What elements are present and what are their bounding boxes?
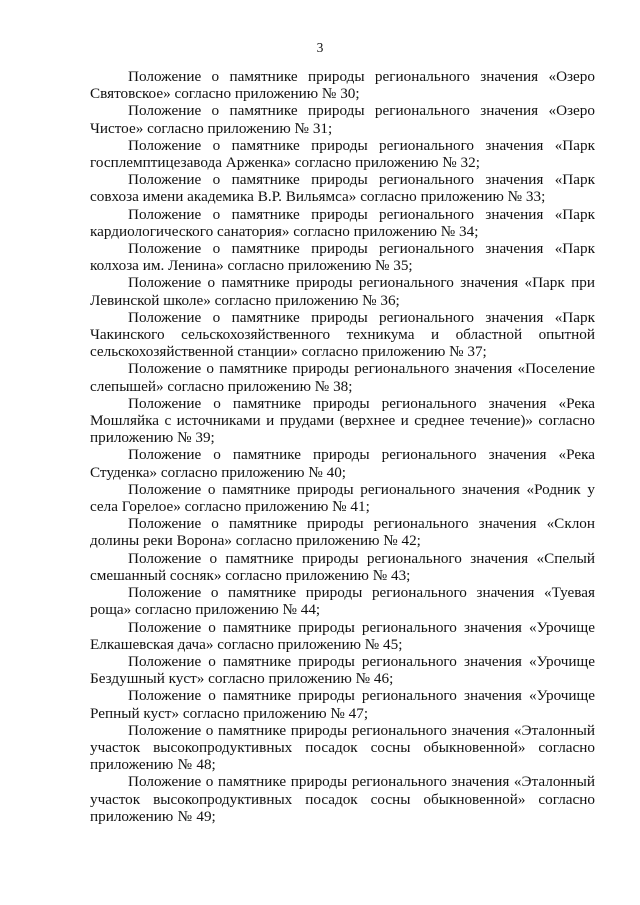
paragraph-appendix-47: Положение о памятнике природы регионального значения «Урочище Репный куст» согласно приложению № 47; [90,687,595,722]
paragraph-appendix-40: Положение о памятнике природы регионального значения «Река Студенка» согласно приложению № 40; [90,446,595,481]
paragraph-appendix-33: Положение о памятнике природы регионального значения «Парк совхоза имени академика В.Р. Вильямса» согласно приложению № 33; [90,171,595,206]
paragraph-appendix-34: Положение о памятнике природы регионального значения «Парк кардиологического санатория» согласно приложению № 34; [90,205,595,240]
paragraph-appendix-39: Положение о памятнике природы регионального значения «Река Мошляйка с источниками и прудами (верхнее и среднее течение)» согласно приложению № 39; [90,394,595,447]
paragraph-appendix-32: Положение о памятнике природы регионального значения «Парк госплемптицезавода Арженка» согласно приложению № 32; [90,136,595,172]
paragraph-appendix-35: Положение о памятнике природы регионального значения «Парк колхоза им. Ленина» согласно приложению № 35; [90,240,595,275]
paragraph-appendix-42: Положение о памятнике природы регионального значения «Склон долины реки Ворона» согласно приложению № 42; [90,515,595,550]
paragraph-appendix-36: Положение о памятнике природы регионального значения «Парк при Левинской школе» согласно приложению № 36; [90,274,595,309]
page-number: 3 [316,40,324,55]
paragraph-appendix-30: Положение о памятнике природы регионального значения «Озеро Святовское» согласно приложению № 30; [90,68,595,103]
document-body [90,68,595,825]
paragraph-appendix-46: Положение о памятнике природы регионального значения «Урочище Бездушный куст» согласно приложению № 46; [90,652,595,688]
paragraph-appendix-45: Положение о памятнике природы регионального значения «Урочище Елкашевская дача» согласно приложению № 45; [90,618,595,653]
paragraph-appendix-41: Положение о памятнике природы регионального значения «Родник у села Горелое» согласно приложению № 41; [90,480,595,516]
paragraph-appendix-49: Положение о памятнике природы регионального значения «Эталонный участок высокопродуктивных посадок сосны обыкновенной» согласно приложению № 49; [90,773,595,825]
paragraph-appendix-38: Положение о памятнике природы регионального значения «Поселение слепышей» согласно приложению № 38; [90,360,595,395]
paragraph-appendix-43: Положение о памятнике природы регионального значения «Спелый смешанный сосняк» согласно приложению № 43; [90,549,595,584]
paragraph-appendix-44: Положение о памятнике природы регионального значения «Туевая роща» согласно приложению № 44; [90,584,595,619]
paragraph-appendix-31: Положение о памятнике природы регионального значения «Озеро Чистое» согласно приложению № 31; [90,102,595,137]
paragraph-appendix-37: Положение о памятнике природы регионального значения «Парк Чакинского сельскохозяйственного техникума и областной опытной сельскохозяйственной станции» согласно приложению № 37; [90,308,595,361]
paragraph-appendix-48: Положение о памятнике природы регионального значения «Эталонный участок высокопродуктивных посадок сосны обыкновенной» согласно приложению № 48; [90,721,595,774]
